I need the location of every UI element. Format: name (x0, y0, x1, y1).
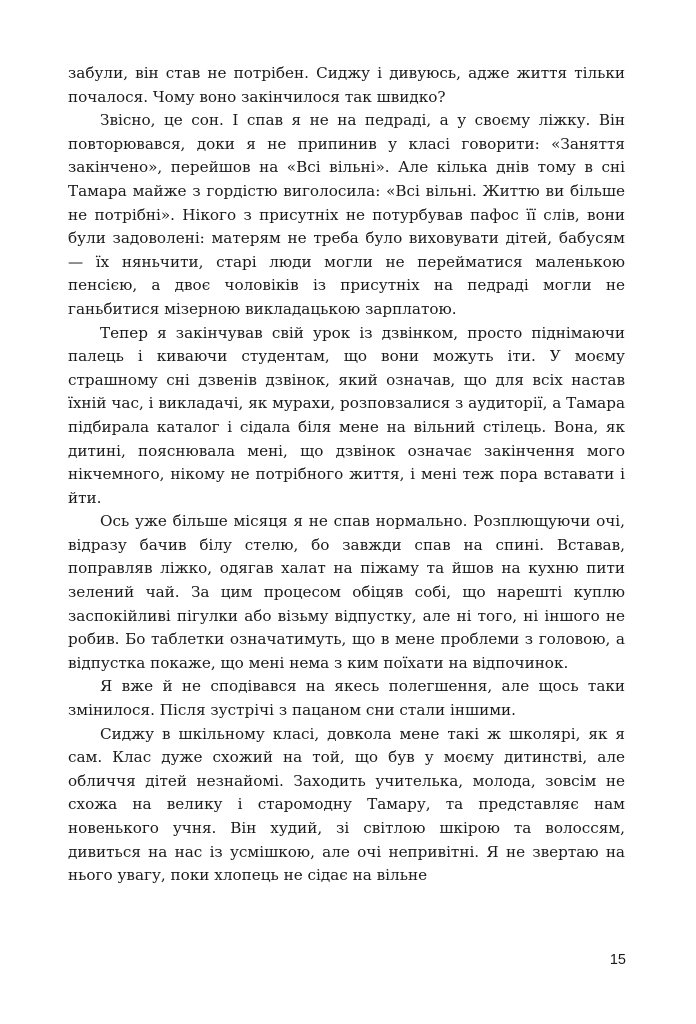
paragraph-1: забули, він став не потрібен. Сиджу і дивуюсь, адже життя тільки почалося. Чому воно закінчилося так швидко? (68, 64, 625, 106)
paragraph-6: Сиджу в шкільному класі, довкола мене такі ж школярі, як я сам. Клас дуже схожий на той, що був у моєму дитинстві, але обличчя дітей незнайомі. Заходить учителька, молода, зовсім не схожа на велику і старомодну Тамару, та представляє нам новенького учня. Він худий, зі світлою шкірою та волоссям, дивиться на нас із усмішкою, але очі непривітні. Я не звертаю на нього увагу, поки хлопець не сідає на вільне (68, 724, 625, 885)
page-number: 15 (609, 952, 626, 968)
paragraph-3: Тепер я закінчував свій урок із дзвінком, просто піднімаючи палець і киваючи студентам, що вони можуть іти. У моєму страшному сні дзвенів дзвінок, який означав, що для всіх настав їхній час, і викладачі, як мурахи, розповзалися з аудиторії, а Тамара підбирала каталог і сідала біля мене на вільний стілець. Вона, як дитині, пояснювала мені, що дзвінок означає закінчення мого нікчемного, нікому не потрібного життя, і мені теж пора вставати і йти. (68, 323, 625, 507)
paragraph-5: Я вже й не сподівався на якесь полегшення, але щось таки змінилося. Після зустрічі з пацаном сни стали іншими. (68, 677, 625, 720)
body-text (68, 62, 625, 888)
paragraph-2: Звісно, це сон. І спав я не на педраді, а у своєму ліжку. Він повторювався, доки я не припинив у класі говорити: «Заняття закінчено», перейшов на «Всі вільні». Але кілька днів тому в сні Тамара майже з гордістю виголосила: «Всі вільні. Життю ви більше не потрібні». Нікого з присутніх не потурбував пафос її слів, вони були задоволені: матерям не треба було виховувати дітей, бабусям — їх няньчити, старі люди могли не перейматися маленькою пенсією, а двоє чоловіків із присутніх на педраді могли не ганьбитися мізерною викладацькою зарплатою. (68, 111, 625, 318)
paragraph-4: Ось уже більше місяця я не спав нормально. Розплющуючи очі, відразу бачив білу стелю, бо завжди спав на спині. Вставав, поправляв ліжко, одягав халат на піжаму та йшов на кухню пити зелений чай. За цим процесом обіцяв собі, що нарешті куплю заспокійливі пігулки або візьму відпустку, але ні того, ні іншого не робив. Бо таблетки означатимуть, що в мене проблеми з головою, а відпустка покаже, що мені нема з ким поїхати на відпочинок. (68, 512, 625, 672)
